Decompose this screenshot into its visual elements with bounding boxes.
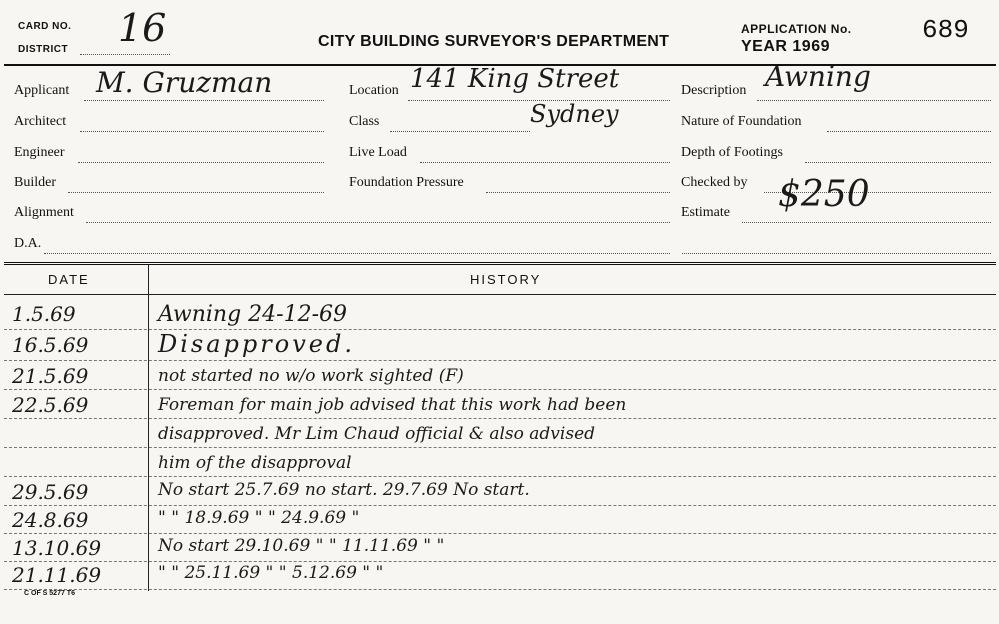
class-line	[390, 131, 530, 132]
table-row-history: Foreman for main job advised that this work had been	[158, 395, 627, 415]
table-row-history: not started no w/o work sighted (F)	[158, 366, 464, 386]
row-line-8	[4, 533, 996, 534]
row-line-4	[4, 418, 996, 419]
table-row-date: 21.5.69	[12, 364, 89, 388]
description-line	[757, 100, 991, 101]
application-no-label: APPLICATION No.	[741, 22, 852, 36]
live-load-line	[420, 162, 670, 163]
table-row-history: " " 18.9.69 " " 24.9.69 "	[158, 508, 360, 528]
table-header-rule	[4, 294, 996, 295]
table-row-date: 29.5.69	[12, 480, 89, 504]
nature-of-foundation-label: Nature of Foundation	[681, 114, 802, 129]
applicant-value: M. Gruzman	[96, 66, 273, 99]
table-row-date: 24.8.69	[12, 508, 89, 532]
table-row-history: No start 29.10.69 " " 11.11.69 " "	[158, 536, 445, 556]
foundation-pressure-line	[486, 192, 670, 193]
table-row-date: 13.10.69	[12, 536, 102, 560]
builder-line	[68, 192, 324, 193]
year-label: YEAR 1969	[741, 38, 830, 55]
row-line-9	[4, 561, 996, 562]
row-line-5	[4, 447, 996, 448]
live-load-label: Live Load	[349, 145, 407, 160]
alignment-line	[86, 222, 670, 223]
row-line-10	[4, 589, 996, 590]
description-label: Description	[681, 83, 747, 98]
class-label: Class	[349, 114, 380, 129]
history-header: HISTORY	[470, 272, 542, 287]
card-no-value: 16	[118, 6, 167, 50]
table-top-rule	[4, 262, 996, 265]
form-code: C OF S 5277 T6	[24, 590, 75, 597]
table-row-history: " " 25.11.69 " " 5.12.69 " "	[158, 563, 384, 583]
table-row-history: disapproved. Mr Lim Chaud official & also advised	[158, 424, 596, 444]
engineer-line	[78, 162, 324, 163]
estimate-line	[742, 222, 991, 223]
table-row-history: him of the disapproval	[158, 453, 352, 473]
location-label: Location	[349, 83, 399, 98]
da-line	[44, 253, 670, 254]
architect-line	[80, 131, 324, 132]
table-row-date: 1.5.69	[12, 302, 76, 326]
applicant-label: Applicant	[14, 83, 70, 98]
row-line-2	[4, 360, 996, 361]
table-row-history: Disapproved.	[158, 330, 355, 358]
row-line-7	[4, 505, 996, 506]
date-header: DATE	[48, 272, 90, 287]
foundation-pressure-label: Foundation Pressure	[349, 175, 464, 190]
estimate-value: $250	[778, 174, 870, 215]
table-row-date: 16.5.69	[12, 333, 89, 357]
district-line	[80, 54, 170, 55]
card-no-label: CARD NO.	[18, 21, 72, 32]
depth-of-footings-label: Depth of Footings	[681, 145, 783, 160]
engineer-label: Engineer	[14, 145, 65, 160]
nature-of-foundation-line	[827, 131, 991, 132]
district-label: DISTRICT	[18, 44, 69, 55]
table-row-history: No start 25.7.69 no start. 29.7.69 No start.	[158, 480, 530, 500]
location-value-2: Sydney	[530, 100, 619, 128]
row-line-6	[4, 476, 996, 477]
department-title: CITY BUILDING SURVEYOR'S DEPARTMENT	[318, 33, 670, 50]
estimate-label: Estimate	[681, 205, 730, 220]
builder-label: Builder	[14, 175, 56, 190]
location-value: 141 King Street	[410, 64, 620, 94]
alignment-label: Alignment	[14, 205, 74, 220]
table-row-history: Awning 24-12-69	[158, 302, 348, 327]
description-value: Awning	[765, 60, 871, 93]
architect-label: Architect	[14, 114, 67, 129]
checked-by-label: Checked by	[681, 175, 748, 190]
row-line-3	[4, 389, 996, 390]
application-no-value: 689	[922, 15, 969, 45]
table-row-date: 21.11.69	[12, 563, 102, 587]
applicant-line	[84, 100, 324, 101]
depth-of-footings-line	[805, 162, 991, 163]
da-label: D.A.	[14, 236, 42, 251]
right-blank-line	[682, 253, 991, 254]
table-row-date: 22.5.69	[12, 393, 89, 417]
